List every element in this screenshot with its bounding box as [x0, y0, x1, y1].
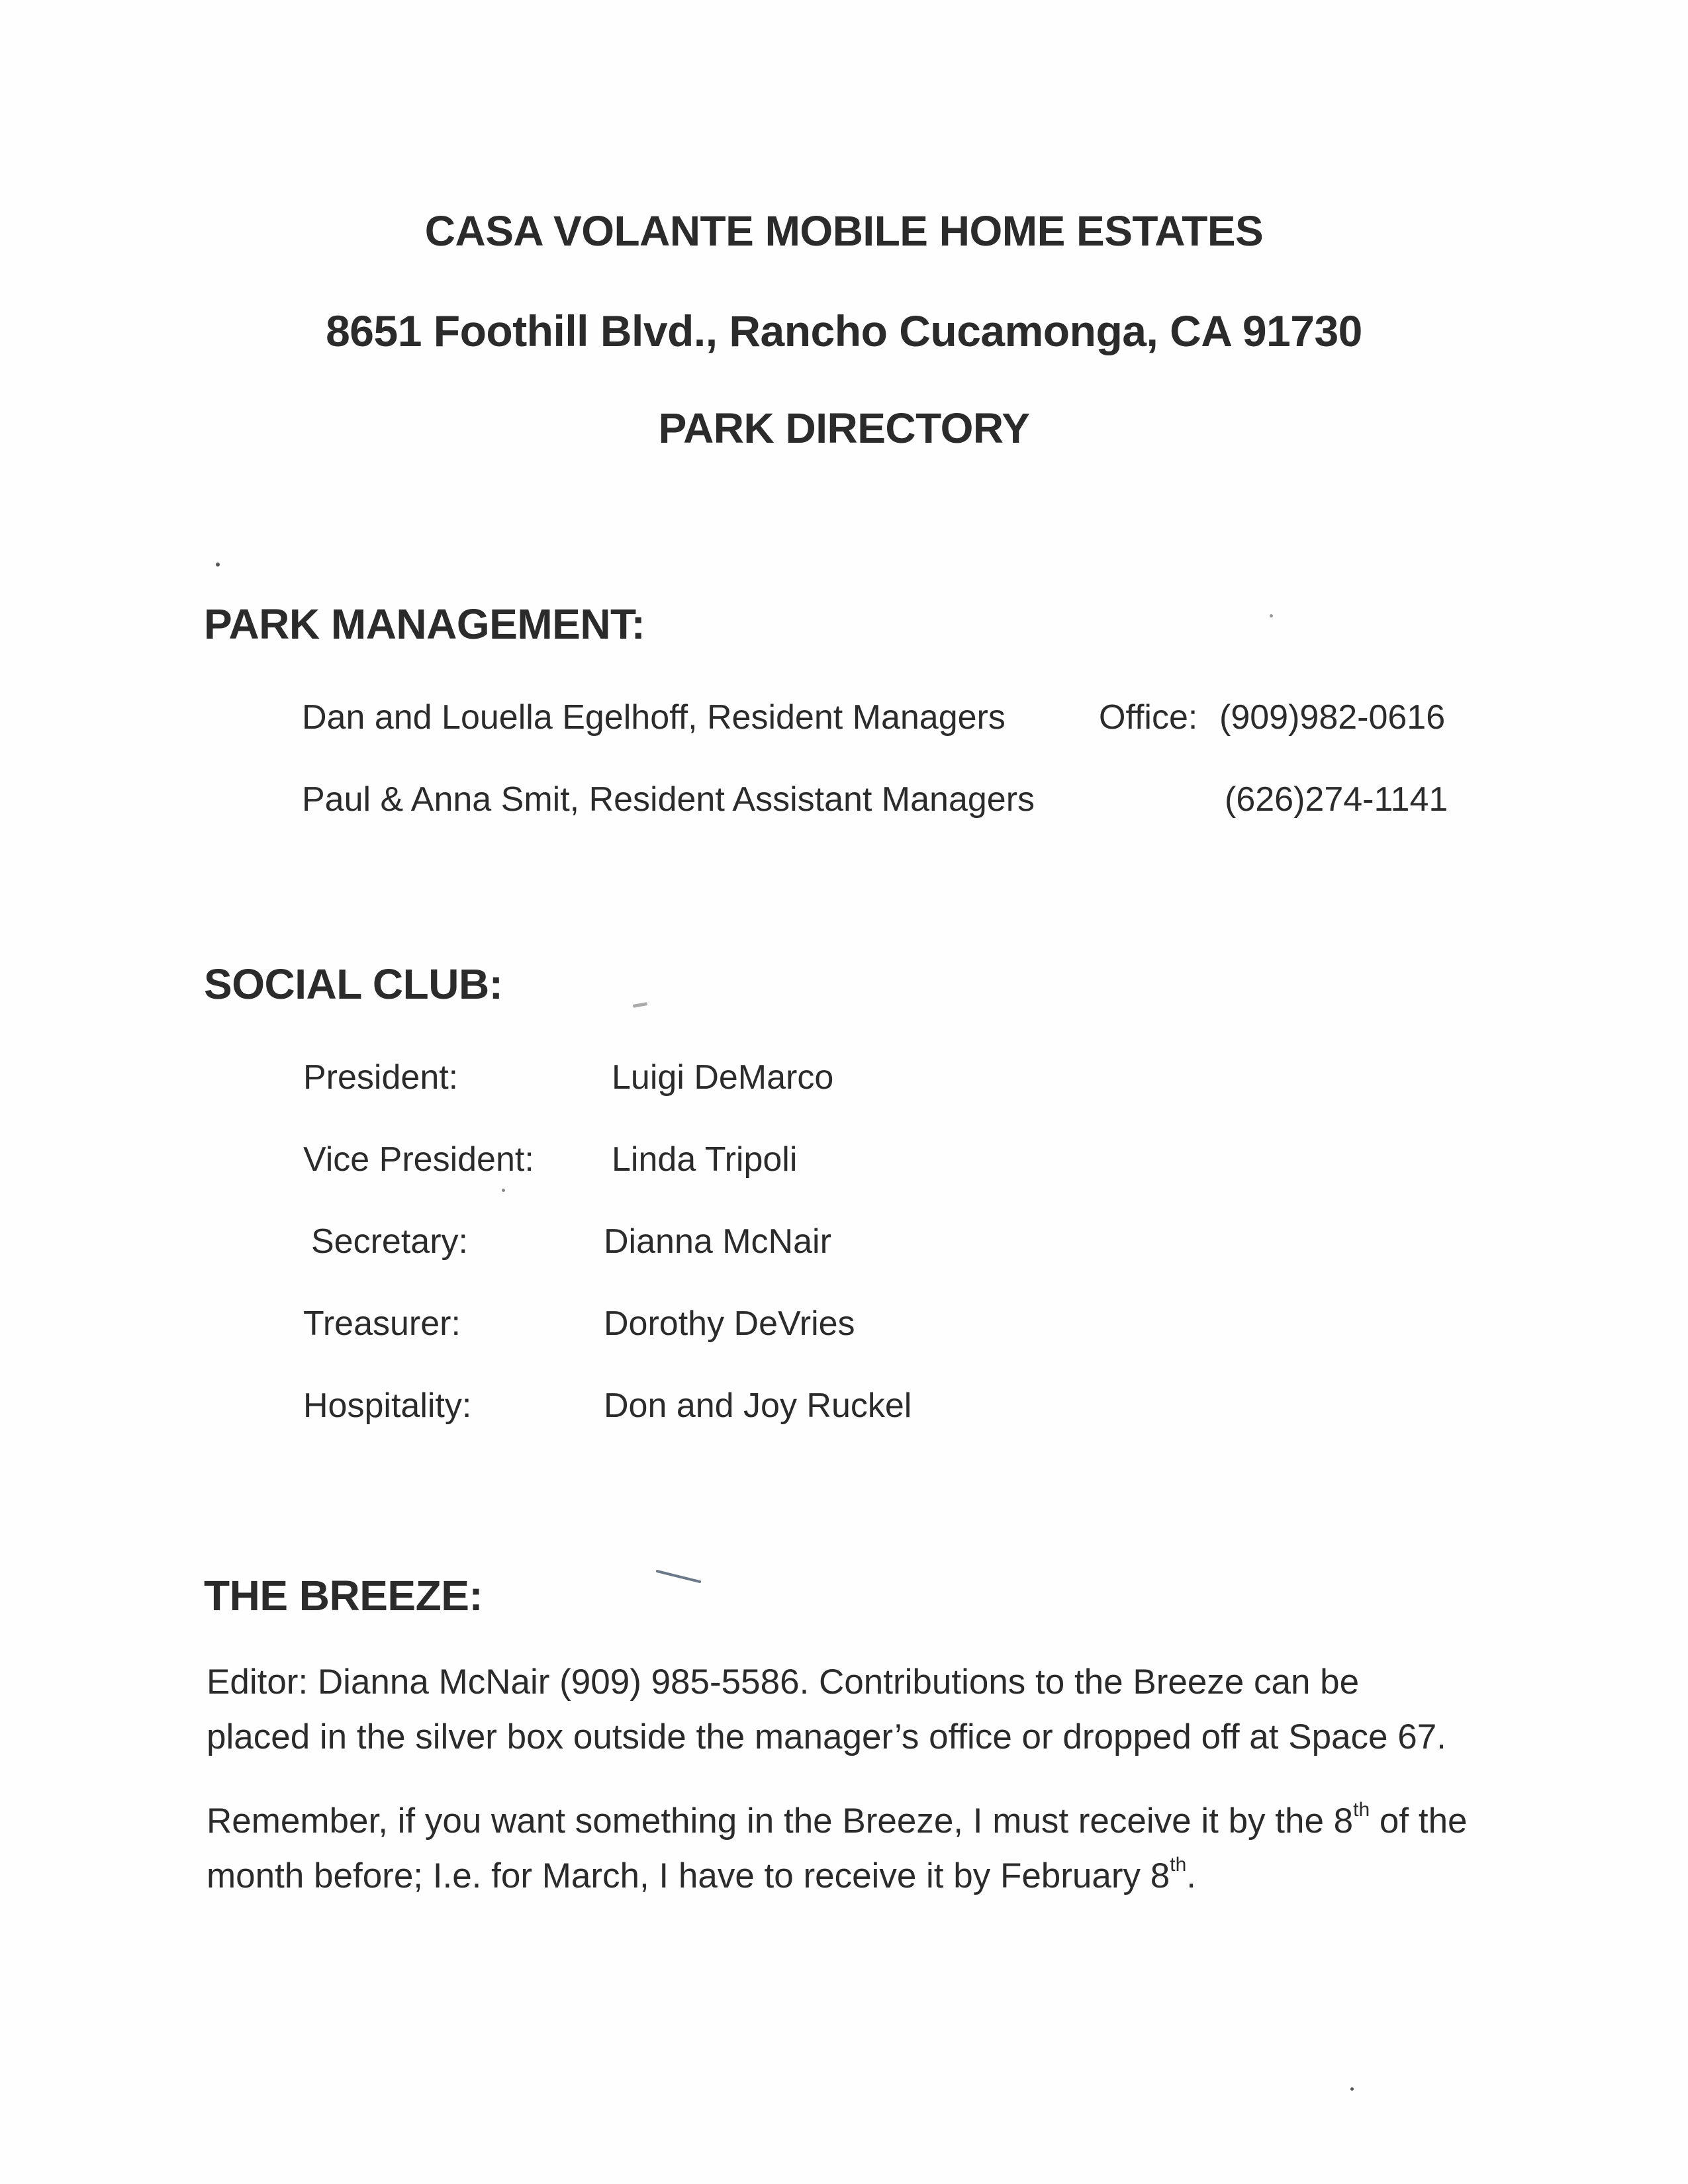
scan-speck [1350, 2087, 1354, 2091]
social-club-heading: SOCIAL CLUB: [204, 960, 503, 1008]
reminder-text-1: Remember, if you want something in the Breeze, I must receive it by the 8 [207, 1801, 1354, 1841]
officer-name-vice-president: Linda Tripoli [612, 1140, 798, 1179]
reminder-ordinal-2: th [1170, 1854, 1187, 1876]
manager-2-name: Paul & Anna Smit, Resident Assistant Managers [302, 780, 1035, 819]
park-address: 8651 Foothill Blvd., Rancho Cucamonga, CA 91730 [326, 306, 1362, 355]
scan-speck [216, 563, 220, 567]
page-subtitle: PARK DIRECTORY [658, 404, 1030, 452]
scan-speck [502, 1189, 505, 1192]
manager-1-phone: (909)982-0616 [1219, 698, 1446, 737]
page-title: CASA VOLANTE MOBILE HOME ESTATES [424, 207, 1264, 255]
officer-role-vice-president: Vice President: [303, 1140, 534, 1179]
office-label: Office: [1099, 698, 1198, 737]
officer-name-treasurer: Dorothy DeVries [604, 1304, 855, 1343]
reminder-ordinal-1: th [1353, 1799, 1370, 1821]
officer-role-hospitality: Hospitality: [303, 1387, 472, 1425]
scan-mark [656, 1570, 702, 1584]
breeze-editor-paragraph [207, 1655, 1530, 1764]
reminder-text-2: of the [1370, 1801, 1468, 1841]
officer-name-president: Luigi DeMarco [612, 1058, 834, 1097]
breeze-reminder-paragraph [207, 1794, 1530, 1903]
scan-speck [1270, 614, 1273, 617]
officer-name-hospitality: Don and Joy Ruckel [604, 1387, 912, 1425]
breeze-heading: THE BREEZE: [204, 1572, 483, 1619]
scan-mark [633, 1002, 648, 1008]
breeze-editor-line-1: Editor: Dianna McNair (909) 985-5586. Contributions to the Breeze can be [207, 1662, 1360, 1702]
manager-2-phone: (626)274-1141 [1225, 780, 1448, 819]
officer-role-secretary: Secretary: [311, 1222, 468, 1261]
officer-role-treasurer: Treasurer: [303, 1304, 461, 1343]
breeze-reminder-line-2 [207, 1848, 1530, 1903]
reminder-text-4: . [1186, 1856, 1196, 1895]
breeze-editor-line-2: placed in the silver box outside the manager’s office or dropped off at Space 67. [207, 1717, 1446, 1756]
reminder-text-3: month before; I.e. for March, I have to receive it by February 8 [207, 1856, 1170, 1895]
manager-1-name: Dan and Louella Egelhoff, Resident Managers [302, 698, 1006, 737]
breeze-reminder-line-1 [207, 1794, 1530, 1848]
park-management-heading: PARK MANAGEMENT: [204, 600, 645, 648]
officer-name-secretary: Dianna McNair [604, 1222, 831, 1261]
officer-role-president: President: [303, 1058, 459, 1097]
